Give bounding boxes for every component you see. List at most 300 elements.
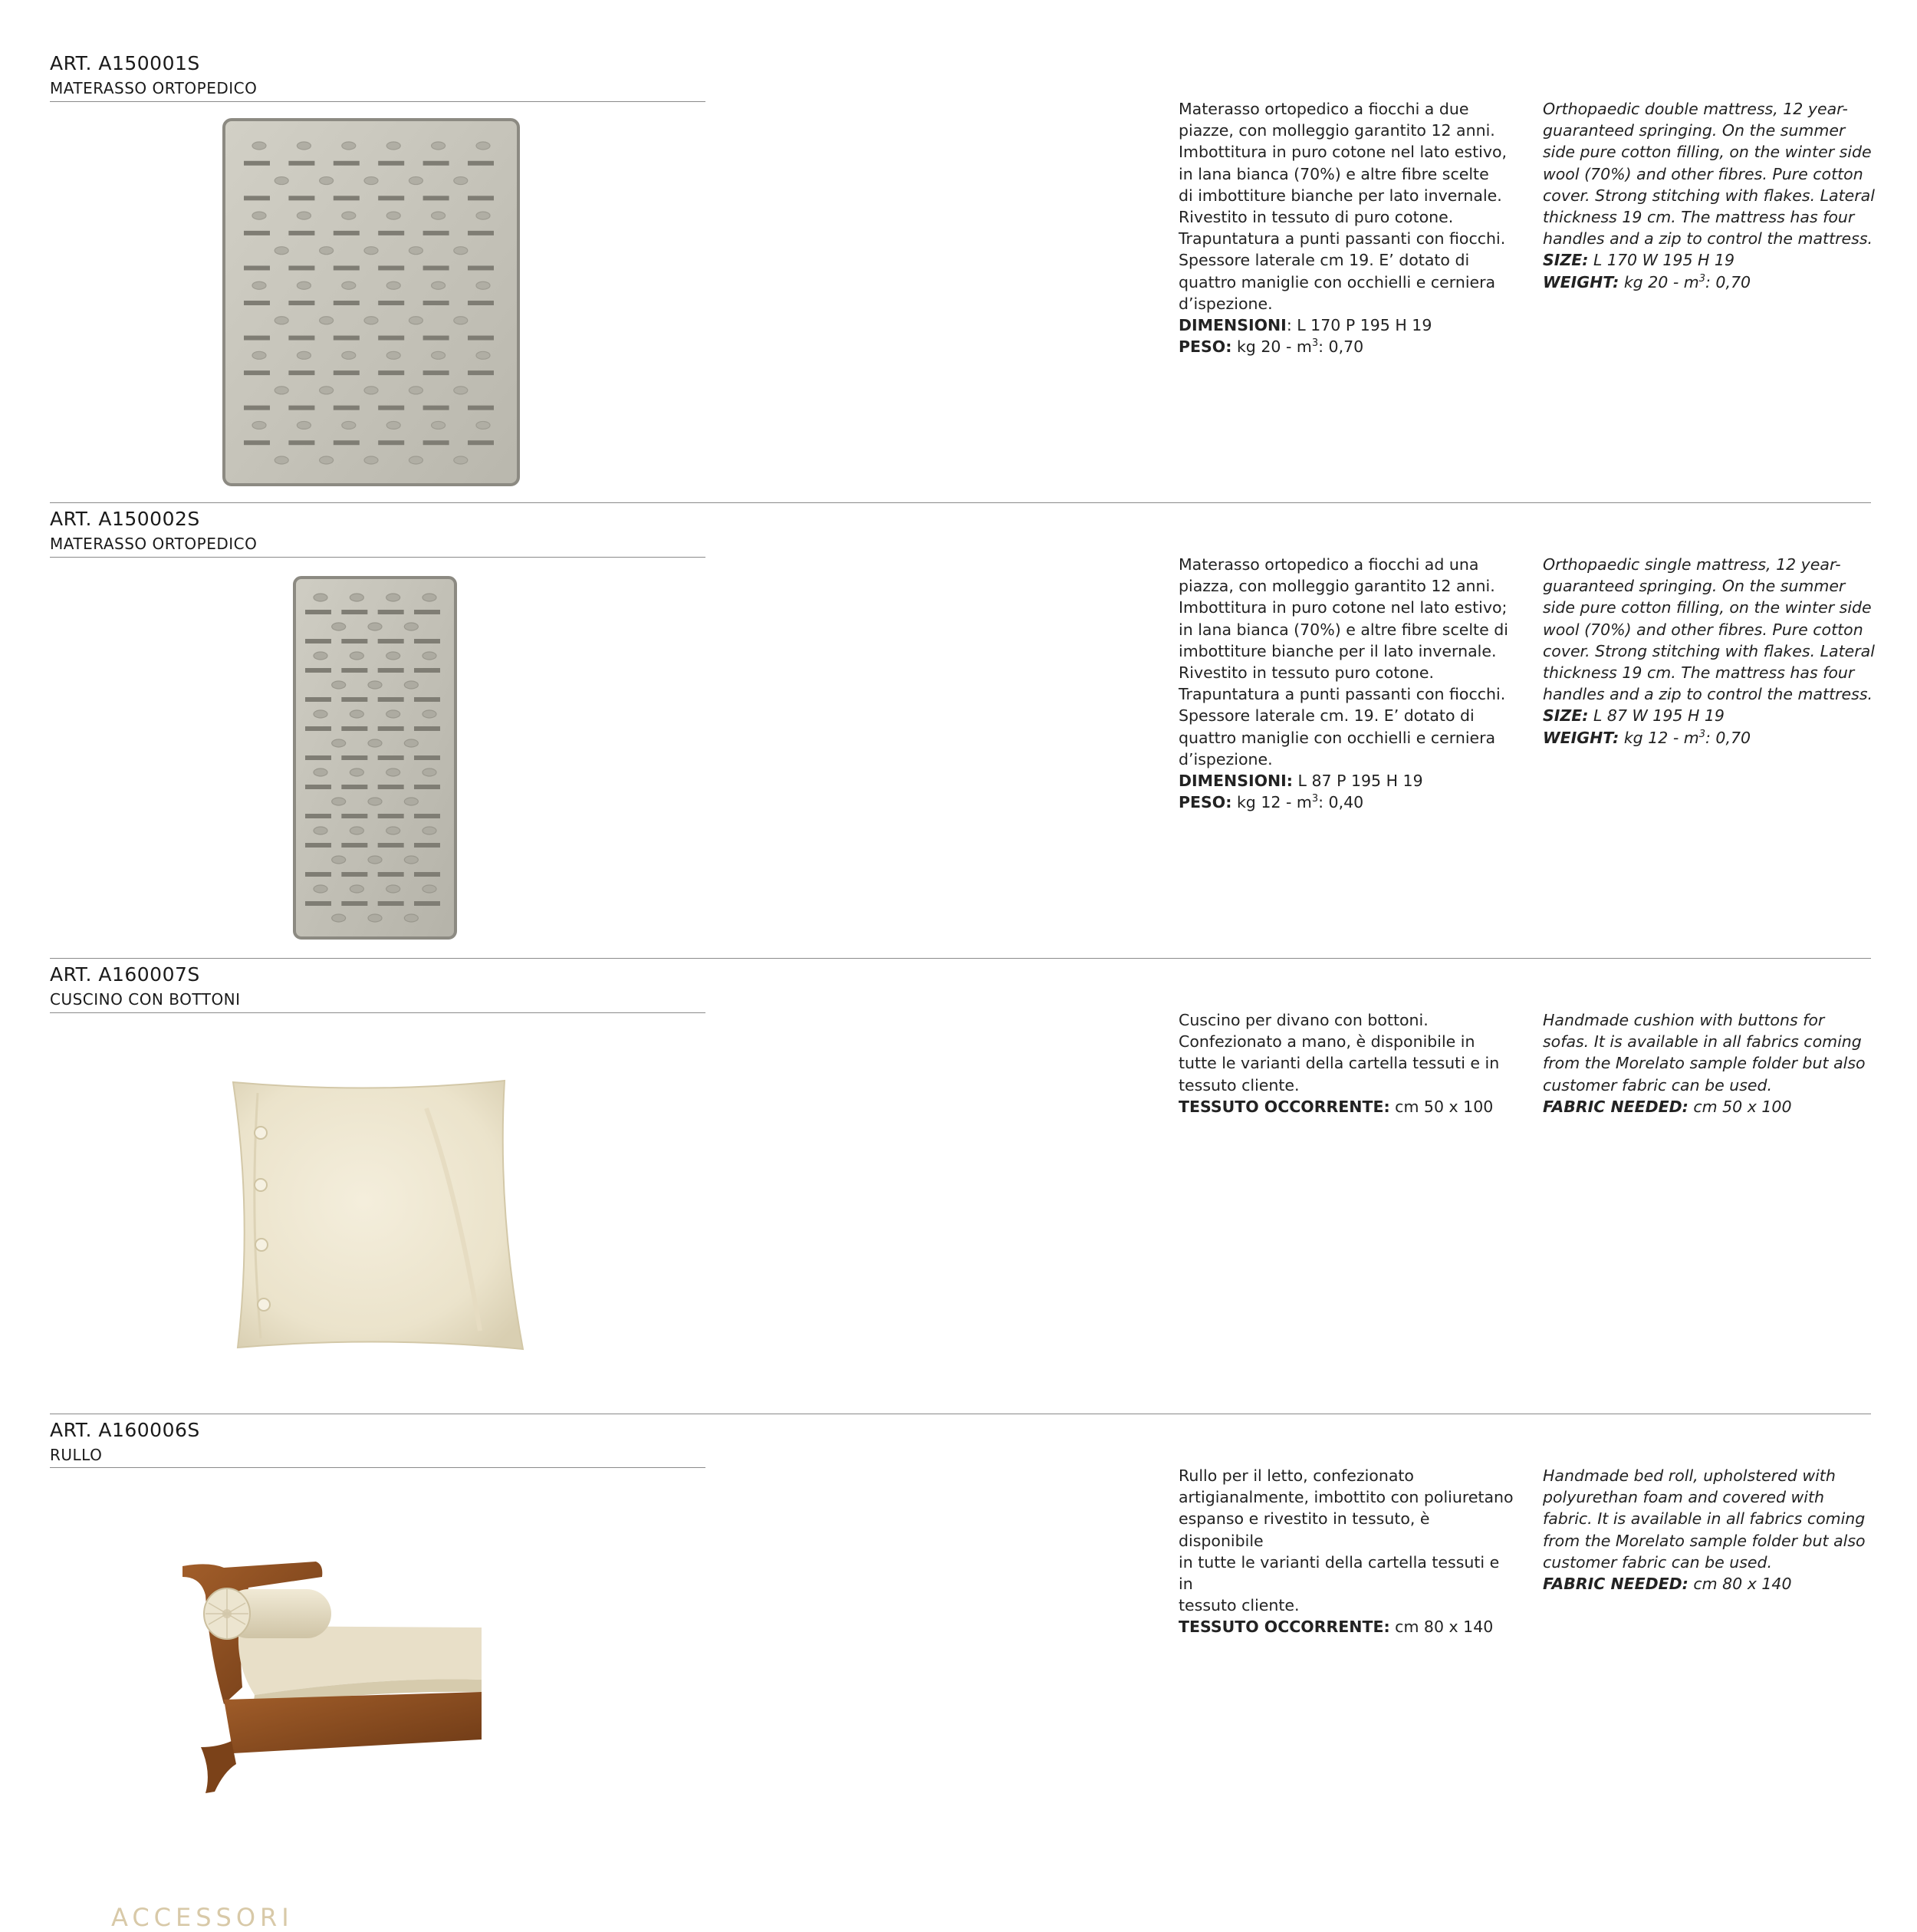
tuft-mark	[404, 856, 418, 864]
description-line: quattro maniglie con occhielli e cerniera	[1179, 728, 1496, 747]
fabric-needed-label: TESSUTO OCCORRENTE:	[1179, 1618, 1390, 1637]
description-lines	[1543, 554, 1880, 705]
tuft-mark	[252, 421, 266, 429]
stitch-mark	[414, 639, 440, 643]
description-lines	[1179, 1465, 1516, 1616]
stitch-mark	[341, 668, 367, 673]
weight-value: kg 12 - m	[1231, 793, 1312, 812]
tuft-mark	[432, 351, 446, 359]
fabric-needed-label: TESSUTO OCCORRENTE:	[1179, 1097, 1390, 1116]
tuft-mark	[320, 177, 334, 185]
stitch-mark	[305, 785, 331, 789]
stitch-mark	[305, 610, 331, 614]
tuft-mark	[409, 177, 423, 185]
description-line: Imbottitura in puro cotone nel lato estivo;	[1179, 598, 1508, 617]
article-name: MATERASSO ORTOPEDICO	[50, 79, 258, 97]
tuft-mark	[454, 387, 468, 394]
single-mattress-image	[291, 574, 459, 941]
tuft-mark	[314, 652, 327, 660]
description-english	[1543, 98, 1880, 293]
stitch-mark	[305, 726, 331, 731]
weight-line	[1543, 272, 1880, 293]
tuft-mark	[364, 247, 378, 255]
stitch-mark	[378, 785, 404, 789]
description-line: quattro maniglie con occhielli e cerniera	[1179, 272, 1496, 291]
stitch-mark	[468, 370, 494, 375]
stitch-mark	[288, 406, 314, 410]
description-line: Handmade cushion with buttons for	[1543, 1011, 1825, 1029]
article-code: ART. A150002S	[50, 508, 200, 530]
tuft-mark	[476, 142, 490, 150]
fabric-needed-value: cm 80 x 140	[1389, 1618, 1494, 1637]
tuft-mark	[364, 456, 378, 464]
description-italian	[1179, 98, 1516, 357]
description-line: Rivestito in tessuto puro cotone.	[1179, 663, 1435, 683]
stitch-mark	[341, 785, 367, 789]
stitch-mark	[468, 161, 494, 166]
description-italian	[1179, 1009, 1516, 1117]
dimensions-value: L 87 P 195 H 19	[1293, 772, 1423, 791]
stitch-mark	[341, 901, 367, 906]
stitch-mark	[423, 196, 449, 200]
tuft-mark	[350, 594, 363, 601]
tuft-mark	[423, 710, 436, 718]
stitch-mark	[288, 265, 314, 270]
stitch-mark	[378, 161, 404, 166]
size-value: L 87 W 195 H 19	[1588, 706, 1725, 726]
stitch-mark	[378, 901, 404, 906]
title-divider	[50, 1467, 705, 1468]
tuft-mark	[432, 212, 446, 219]
article-code: ART. A150001S	[50, 52, 200, 74]
tuft-mark	[350, 710, 363, 718]
tuft-mark	[386, 142, 400, 150]
tuft-mark	[364, 177, 378, 185]
description-line: Trapuntatura a punti passanti con fiocchi.	[1179, 685, 1506, 704]
stitch-mark	[468, 265, 494, 270]
tuft-mark	[342, 351, 356, 359]
tuft-mark	[409, 456, 423, 464]
weight-label: WEIGHT:	[1543, 728, 1619, 747]
tuft-mark	[386, 769, 400, 776]
description-english	[1543, 1009, 1880, 1117]
tuft-mark	[314, 710, 327, 718]
description-line: piazza, con molleggio garantito 12 anni.	[1179, 577, 1495, 596]
tuft-mark	[252, 212, 266, 219]
stitch-mark	[378, 610, 404, 614]
stitch-mark	[334, 406, 360, 410]
tuft-mark	[320, 317, 334, 324]
tuft-mark	[275, 387, 288, 394]
tuft-mark	[476, 351, 490, 359]
stitch-mark	[305, 901, 331, 906]
tuft-mark	[332, 739, 346, 747]
title-divider	[50, 101, 705, 102]
description-line: piazze, con molleggio garantito 12 anni.	[1179, 121, 1495, 140]
tuft-mark	[364, 317, 378, 324]
tuft-mark	[476, 421, 490, 429]
stitch-mark	[378, 726, 404, 731]
stitch-mark	[468, 336, 494, 341]
description-line: espanso e rivestito in tessuto, è disponibile	[1179, 1509, 1430, 1550]
stitch-mark	[414, 697, 440, 702]
tuft-mark	[476, 281, 490, 289]
stitch-mark	[334, 231, 360, 235]
stitch-mark	[244, 370, 270, 375]
stitch-mark	[288, 231, 314, 235]
size-label: SIZE:	[1543, 251, 1589, 270]
size-label: SIZE:	[1543, 706, 1589, 726]
catalog-section-label: ACCESSORI	[111, 1903, 294, 1932]
stitch-mark	[341, 697, 367, 702]
description-lines	[1543, 1009, 1880, 1096]
tuft-mark	[332, 798, 346, 805]
tuft-mark	[342, 421, 356, 429]
stitch-mark	[468, 196, 494, 200]
tuft-mark	[404, 681, 418, 689]
tuft-mark	[350, 827, 363, 834]
stitch-mark	[341, 639, 367, 643]
tuft-mark	[409, 247, 423, 255]
description-line: customer fabric can be used.	[1543, 1075, 1773, 1094]
volume-value: : 0,70	[1318, 337, 1364, 357]
stitch-mark	[423, 231, 449, 235]
description-line: Orthopaedic double mattress, 12 year-	[1543, 100, 1848, 118]
stitch-mark	[378, 301, 404, 305]
description-line: wool (70%) and other fibres. Pure cotton	[1543, 164, 1863, 183]
description-line: Confezionato a mano, è disponibile in	[1179, 1032, 1475, 1052]
tuft-mark	[320, 456, 334, 464]
description-lines	[1179, 1009, 1516, 1096]
description-line: tutte le varianti della cartella tessuti e in	[1179, 1054, 1500, 1073]
tuft-mark	[386, 351, 400, 359]
description-line: in tutte le varianti della cartella tessuti e in	[1179, 1552, 1500, 1594]
tuft-mark	[275, 177, 288, 185]
tuft-mark	[432, 281, 446, 289]
description-line: di imbottiture bianche per lato invernale.	[1179, 186, 1502, 205]
tuft-mark	[386, 212, 400, 219]
stitch-mark	[378, 440, 404, 445]
fabric-needed-value: cm 80 x 140	[1688, 1575, 1792, 1594]
tuft-mark	[297, 212, 311, 219]
fabric-needed-value: cm 50 x 100	[1688, 1097, 1792, 1116]
double-mattress-image	[221, 117, 521, 489]
tuft-mark	[252, 142, 266, 150]
stitch-mark	[244, 196, 270, 200]
stitch-mark	[423, 336, 449, 341]
description-line: thickness 19 cm. The mattress has four	[1543, 663, 1855, 683]
stitch-mark	[334, 440, 360, 445]
description-italian	[1179, 1465, 1516, 1638]
description-line: Materasso ortopedico a fiocchi ad una	[1179, 555, 1479, 574]
stitch-mark	[244, 336, 270, 341]
stitch-mark	[305, 639, 331, 643]
description-line: d’ispezione.	[1179, 294, 1273, 313]
stitch-mark	[378, 843, 404, 848]
description-line: Cuscino per divano con bottoni.	[1179, 1011, 1429, 1029]
tuft-mark	[454, 456, 468, 464]
description-line: thickness 19 cm. The mattress has four	[1543, 208, 1855, 227]
article-name: CUSCINO CON BOTTONI	[50, 990, 241, 1009]
tuft-mark	[314, 769, 327, 776]
stitch-mark	[334, 370, 360, 375]
description-line: fabric. It is available in all fabrics coming	[1543, 1509, 1866, 1529]
description-italian	[1179, 554, 1516, 813]
description-line: guaranteed springing. On the summer	[1543, 121, 1846, 140]
stitch-mark	[423, 440, 449, 445]
stitch-mark	[334, 196, 360, 200]
description-line: cover. Strong stitching with flakes. Lateral	[1543, 641, 1875, 660]
stitch-mark	[468, 406, 494, 410]
stitch-mark	[244, 406, 270, 410]
stitch-mark	[288, 440, 314, 445]
stitch-mark	[288, 161, 314, 166]
description-line: Materasso ortopedico a fiocchi a due	[1179, 100, 1469, 118]
stitch-mark	[468, 301, 494, 305]
article-name: RULLO	[50, 1446, 103, 1464]
weight-label: PESO:	[1179, 793, 1232, 812]
stitch-mark	[244, 161, 270, 166]
description-lines	[1179, 554, 1516, 770]
tuft-mark	[386, 710, 400, 718]
stitch-mark	[244, 440, 270, 445]
description-line: from the Morelato sample folder but also	[1543, 1531, 1866, 1550]
title-divider	[50, 1012, 705, 1013]
tuft-mark	[423, 885, 436, 893]
tuft-mark	[332, 914, 346, 922]
tuft-mark	[314, 827, 327, 834]
tuft-mark	[297, 351, 311, 359]
tuft-mark	[423, 827, 436, 834]
tuft-mark	[332, 623, 346, 630]
description-line: Imbottitura in puro cotone nel lato estivo,	[1179, 143, 1508, 162]
description-line: imbottiture bianche per il lato invernale.	[1179, 641, 1497, 660]
stitch-mark	[414, 785, 440, 789]
button-cushion-image	[227, 1078, 528, 1354]
tuft-mark	[423, 594, 436, 601]
stitch-mark	[414, 668, 440, 673]
tuft-mark	[297, 421, 311, 429]
weight-value: kg 20 - m	[1619, 272, 1699, 291]
dimensions-line	[1179, 314, 1516, 336]
stitch-mark	[378, 265, 404, 270]
stitch-mark	[423, 370, 449, 375]
description-line: wool (70%) and other fibres. Pure cotton	[1543, 620, 1863, 639]
fabric-needed-line	[1543, 1096, 1880, 1117]
stitch-mark	[334, 161, 360, 166]
tuft-mark	[364, 387, 378, 394]
tuft-mark	[252, 281, 266, 289]
tuft-mark	[368, 681, 382, 689]
size-line	[1543, 249, 1880, 271]
tuft-mark	[476, 212, 490, 219]
tuft-mark	[368, 623, 382, 630]
description-line: handles and a zip to control the mattress.	[1543, 229, 1873, 248]
tuft-mark	[350, 885, 363, 893]
stitch-mark	[378, 196, 404, 200]
tuft-mark	[342, 281, 356, 289]
weight-line	[1543, 727, 1880, 749]
stitch-mark	[468, 440, 494, 445]
stitch-mark	[378, 814, 404, 818]
description-line: side pure cotton filling, on the winter side	[1543, 598, 1872, 617]
volume-value: : 0,70	[1705, 272, 1751, 291]
dimensions-value: : L 170 P 195 H 19	[1286, 316, 1432, 335]
stitch-mark	[378, 697, 404, 702]
stitch-mark	[244, 231, 270, 235]
stitch-mark	[305, 872, 331, 877]
description-line: Rullo per il letto, confezionato	[1179, 1466, 1414, 1485]
stitch-mark	[341, 872, 367, 877]
tuft-mark	[368, 798, 382, 805]
description-line: Trapuntatura a punti passanti con fiocchi.	[1179, 229, 1506, 248]
stitch-mark	[378, 370, 404, 375]
stitch-mark	[341, 814, 367, 818]
tuft-mark	[275, 456, 288, 464]
volume-value: : 0,40	[1318, 793, 1364, 812]
volume-value: : 0,70	[1705, 728, 1751, 747]
description-line: in lana bianca (70%) e altre fibre scelte di	[1179, 620, 1508, 639]
tuft-mark	[386, 594, 400, 601]
fabric-needed-line	[1179, 1616, 1516, 1637]
description-line: side pure cotton filling, on the winter side	[1543, 143, 1872, 162]
article-code: ART. A160006S	[50, 1419, 200, 1441]
stitch-mark	[244, 301, 270, 305]
description-english	[1543, 1465, 1880, 1595]
article-name: MATERASSO ORTOPEDICO	[50, 535, 258, 553]
stitch-mark	[378, 336, 404, 341]
tuft-mark	[386, 421, 400, 429]
tuft-mark	[409, 317, 423, 324]
tuft-mark	[332, 856, 346, 864]
stitch-mark	[341, 843, 367, 848]
stitch-mark	[288, 301, 314, 305]
description-line: Spessore laterale cm. 19. E’ dotato di	[1179, 706, 1475, 726]
description-line: d’ispezione.	[1179, 749, 1273, 769]
stitch-mark	[378, 406, 404, 410]
tuft-mark	[368, 856, 382, 864]
description-line: customer fabric can be used.	[1543, 1552, 1773, 1572]
stitch-mark	[244, 265, 270, 270]
tuft-mark	[350, 769, 363, 776]
tuft-mark	[386, 827, 400, 834]
stitch-mark	[414, 872, 440, 877]
stitch-mark	[341, 726, 367, 731]
description-line: cover. Strong stitching with flakes. Lateral	[1543, 186, 1875, 205]
tuft-mark	[423, 769, 436, 776]
bed-roll-image	[178, 1542, 482, 1802]
description-line: artigianalmente, imbottito con poliuretano	[1179, 1488, 1514, 1507]
tuft-mark	[275, 317, 288, 324]
stitch-mark	[378, 668, 404, 673]
stitch-mark	[378, 639, 404, 643]
cubic-exponent: 3	[1698, 728, 1705, 740]
tuft-mark	[432, 421, 446, 429]
tuft-mark	[404, 739, 418, 747]
stitch-mark	[334, 265, 360, 270]
weight-line	[1179, 336, 1516, 357]
description-line: sofas. It is available in all fabrics coming	[1543, 1032, 1862, 1052]
tuft-mark	[332, 681, 346, 689]
stitch-mark	[341, 755, 367, 760]
tuft-mark	[386, 652, 400, 660]
tuft-mark	[275, 247, 288, 255]
fabric-needed-label: FABRIC NEEDED:	[1543, 1097, 1688, 1116]
article-code: ART. A160007S	[50, 963, 200, 986]
stitch-mark	[414, 755, 440, 760]
tuft-mark	[409, 387, 423, 394]
description-line: polyurethan foam and covered with	[1543, 1488, 1825, 1507]
stitch-mark	[341, 610, 367, 614]
stitch-mark	[305, 814, 331, 818]
stitch-mark	[288, 336, 314, 341]
tuft-mark	[386, 281, 400, 289]
description-lines	[1543, 1465, 1880, 1573]
tuft-mark	[320, 387, 334, 394]
description-line: Orthopaedic single mattress, 12 year-	[1543, 555, 1841, 574]
dimensions-line	[1179, 770, 1516, 792]
fabric-needed-label: FABRIC NEEDED:	[1543, 1575, 1688, 1594]
stitch-mark	[305, 843, 331, 848]
dimensions-label: DIMENSIONI:	[1179, 772, 1294, 791]
tuft-mark	[314, 885, 327, 893]
section-divider	[50, 958, 1871, 959]
tuft-mark	[252, 351, 266, 359]
title-divider	[50, 557, 705, 558]
description-line: Rivestito in tessuto di puro cotone.	[1179, 208, 1454, 227]
tuft-mark	[404, 623, 418, 630]
stitch-mark	[378, 755, 404, 760]
fabric-needed-line	[1179, 1096, 1516, 1117]
size-value: L 170 W 195 H 19	[1588, 251, 1735, 270]
description-line: tessuto cliente.	[1179, 1075, 1300, 1094]
tuft-mark	[368, 739, 382, 747]
description-line: from the Morelato sample folder but also	[1543, 1054, 1866, 1073]
stitch-mark	[288, 196, 314, 200]
tuft-mark	[454, 247, 468, 255]
tuft-mark	[386, 885, 400, 893]
section-divider	[50, 502, 1871, 503]
weight-label: PESO:	[1179, 337, 1232, 357]
stitch-mark	[423, 301, 449, 305]
stitch-mark	[334, 336, 360, 341]
weight-value: kg 20 - m	[1231, 337, 1312, 357]
stitch-mark	[378, 231, 404, 235]
stitch-mark	[378, 872, 404, 877]
tuft-mark	[350, 652, 363, 660]
stitch-mark	[414, 814, 440, 818]
fabric-needed-value: cm 50 x 100	[1389, 1097, 1494, 1116]
description-line: tessuto cliente.	[1179, 1596, 1300, 1615]
cubic-exponent: 3	[1311, 337, 1319, 350]
tuft-mark	[432, 142, 446, 150]
weight-value: kg 12 - m	[1619, 728, 1699, 747]
stitch-mark	[414, 726, 440, 731]
tuft-mark	[320, 247, 334, 255]
tuft-mark	[454, 177, 468, 185]
stitch-mark	[305, 697, 331, 702]
size-line	[1543, 705, 1880, 726]
description-line: Spessore laterale cm 19. E’ dotato di	[1179, 251, 1470, 270]
stitch-mark	[414, 610, 440, 614]
description-line: guaranteed springing. On the summer	[1543, 577, 1846, 596]
description-lines	[1543, 98, 1880, 249]
tuft-mark	[342, 212, 356, 219]
tuft-mark	[342, 142, 356, 150]
stitch-mark	[414, 843, 440, 848]
stitch-mark	[423, 406, 449, 410]
stitch-mark	[334, 301, 360, 305]
